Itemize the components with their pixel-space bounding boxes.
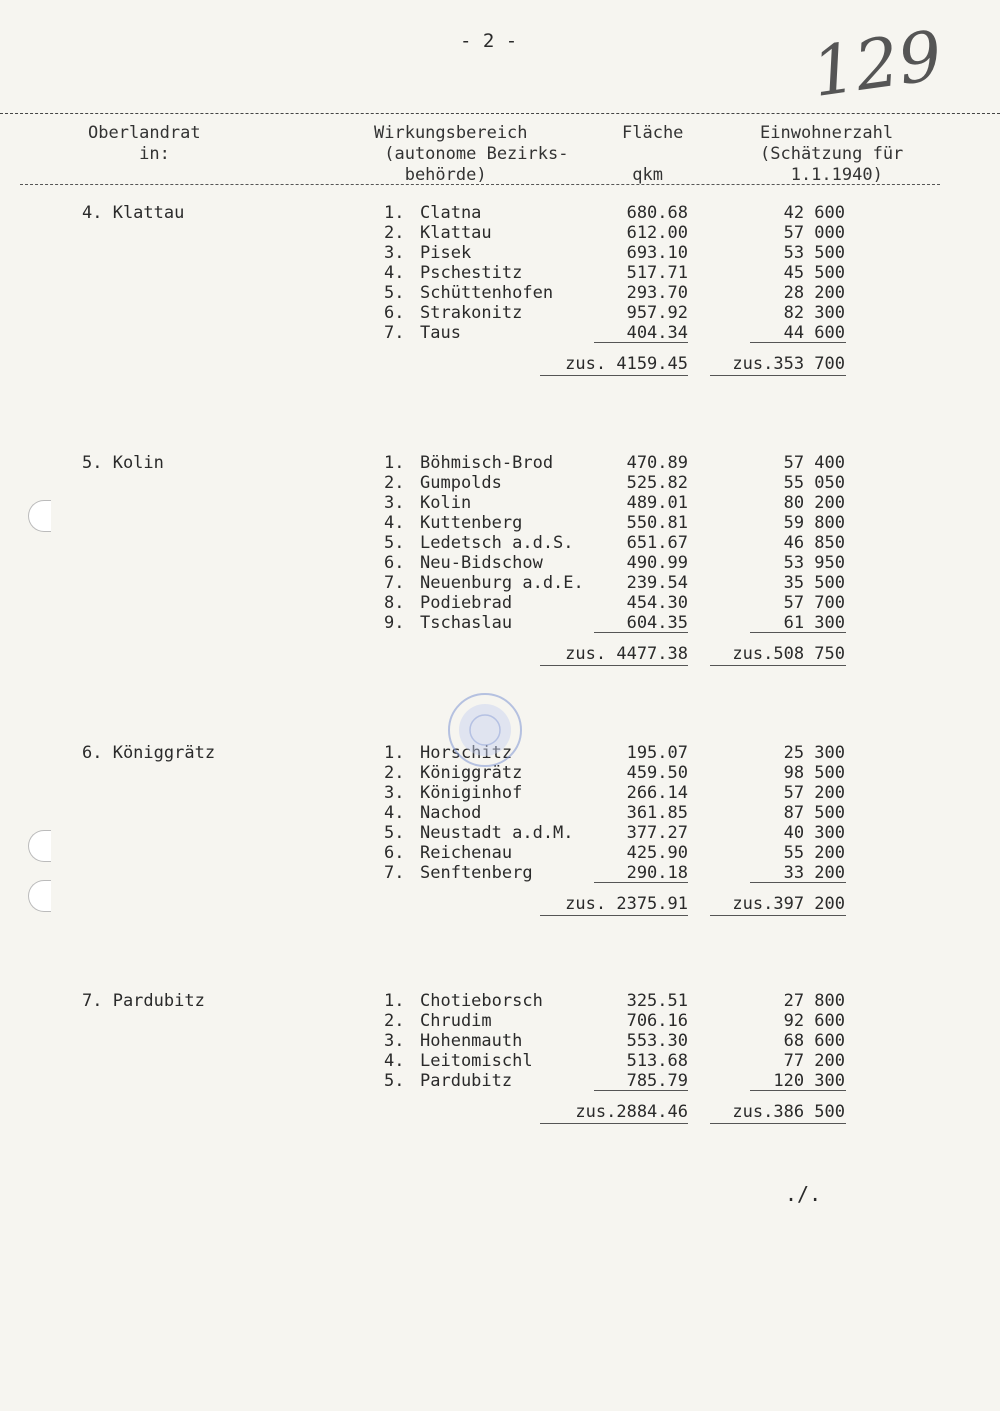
district-name: Podiebrad [420, 593, 513, 613]
row-number: 7. [384, 573, 405, 593]
header-wirkungsbereich: Wirkungsbereich (autonome Bezirks- behörde) [374, 123, 569, 185]
area-value: 239.54 [626, 573, 688, 593]
population-value: 82 300 [783, 303, 845, 323]
district-name: Pisek [420, 243, 472, 263]
table-row [0, 493, 1000, 513]
area-value: 361.85 [626, 803, 688, 823]
district-name: Pschestitz [420, 263, 523, 283]
total-area: zus. 2375.91 [565, 894, 688, 914]
row-number: 5. [384, 283, 405, 303]
section-total [0, 1102, 1000, 1124]
section-total [0, 354, 1000, 376]
row-number: 4. [384, 803, 405, 823]
archive-stamp [445, 690, 525, 770]
total-rule [710, 1123, 846, 1124]
section-title: 5. Kolin [82, 453, 164, 473]
district-name: Senftenberg [420, 863, 533, 883]
row-number: 7. [384, 323, 405, 343]
subtotal-rule [594, 882, 688, 883]
row-number: 4. [384, 263, 405, 283]
section-title: 7. Pardubitz [82, 991, 205, 1011]
folio-number [807, 16, 947, 113]
area-value: 604.35 [626, 613, 688, 633]
total-rule [540, 915, 688, 916]
district-name: Ledetsch a.d.S. [420, 533, 574, 553]
population-value: 77 200 [783, 1051, 845, 1071]
population-value: 57 400 [783, 453, 845, 473]
row-number: 8. [384, 593, 405, 613]
population-value: 28 200 [783, 283, 845, 303]
total-rule [710, 665, 846, 666]
total-population: zus.353 700 [732, 354, 845, 374]
area-value: 489.01 [626, 493, 688, 513]
district-name: Königgrätz [420, 763, 523, 783]
area-value: 266.14 [626, 783, 688, 803]
population-value: 25 300 [783, 743, 845, 763]
area-value: 612.00 [626, 223, 688, 243]
population-value: 59 800 [783, 513, 845, 533]
table-row [0, 1071, 1000, 1091]
row-number: 3. [384, 783, 405, 803]
row-number: 5. [384, 1071, 405, 1091]
area-value: 525.82 [626, 473, 688, 493]
area-value: 651.67 [626, 533, 688, 553]
table-row [0, 533, 1000, 553]
table-row [0, 203, 1000, 223]
total-population: zus.386 500 [732, 1102, 845, 1122]
area-value: 785.79 [626, 1071, 688, 1091]
table-row [0, 613, 1000, 633]
district-name: Clatna [420, 203, 482, 223]
population-value: 68 600 [783, 1031, 845, 1051]
row-number: 1. [384, 453, 405, 473]
table-row [0, 863, 1000, 883]
subtotal-rule [594, 632, 688, 633]
table-row [0, 513, 1000, 533]
table-row [0, 823, 1000, 843]
district-name: Böhmisch-Brod [420, 453, 554, 473]
district-name: Kuttenberg [420, 513, 523, 533]
table-row [0, 843, 1000, 863]
continuation-mark: ./. [785, 1182, 822, 1206]
population-value: 80 200 [783, 493, 845, 513]
district-name: Horschitz [420, 743, 513, 763]
section-total [0, 644, 1000, 666]
table-row [0, 593, 1000, 613]
district-name: Kolin [420, 493, 472, 513]
svg-text:129: 129 [807, 16, 947, 113]
district-name: Pardubitz [420, 1071, 513, 1091]
district-name: Taus [420, 323, 461, 343]
subtotal-rule [594, 1090, 688, 1091]
total-rule [710, 915, 846, 916]
population-value: 55 200 [783, 843, 845, 863]
district-name: Strakonitz [420, 303, 523, 323]
population-value: 53 950 [783, 553, 845, 573]
row-number: 6. [384, 303, 405, 323]
population-value: 53 500 [783, 243, 845, 263]
population-value: 120 300 [773, 1071, 845, 1091]
population-value: 40 300 [783, 823, 845, 843]
district-name: Chrudim [420, 1011, 492, 1031]
table-row [0, 553, 1000, 573]
subtotal-rule [750, 342, 846, 343]
population-value: 98 500 [783, 763, 845, 783]
header-bottom-rule [20, 184, 940, 185]
section-total [0, 894, 1000, 916]
population-value: 57 000 [783, 223, 845, 243]
district-name: Neustadt a.d.M. [420, 823, 574, 843]
area-value: 693.10 [626, 243, 688, 263]
table-row [0, 573, 1000, 593]
subtotal-rule [750, 632, 846, 633]
row-number: 6. [384, 553, 405, 573]
table-row [0, 223, 1000, 243]
district-name: Neu-Bidschow [420, 553, 543, 573]
row-number: 2. [384, 1011, 405, 1031]
district-name: Chotieborsch [420, 991, 543, 1011]
area-value: 680.68 [626, 203, 688, 223]
population-value: 27 800 [783, 991, 845, 1011]
district-name: Nachod [420, 803, 482, 823]
population-value: 61 300 [783, 613, 845, 633]
page-number: - 2 - [460, 30, 518, 52]
total-rule [540, 665, 688, 666]
table-row [0, 803, 1000, 823]
district-name: Gumpolds [420, 473, 502, 493]
table-row [0, 1051, 1000, 1071]
population-value: 35 500 [783, 573, 845, 593]
table-row [0, 991, 1000, 1011]
total-population: zus.508 750 [732, 644, 845, 664]
header-einwohnerzahl: Einwohnerzahl (Schätzung für 1.1.1940) [760, 123, 904, 185]
total-population: zus.397 200 [732, 894, 845, 914]
table-row [0, 323, 1000, 343]
population-value: 46 850 [783, 533, 845, 553]
population-value: 44 600 [783, 323, 845, 343]
district-name: Hohenmauth [420, 1031, 523, 1051]
row-number: 2. [384, 763, 405, 783]
area-value: 325.51 [626, 991, 688, 1011]
row-number: 1. [384, 743, 405, 763]
row-number: 3. [384, 243, 405, 263]
district-name: Reichenau [420, 843, 513, 863]
row-number: 6. [384, 843, 405, 863]
row-number: 2. [384, 223, 405, 243]
population-value: 57 200 [783, 783, 845, 803]
row-number: 5. [384, 533, 405, 553]
area-value: 290.18 [626, 863, 688, 883]
table-row [0, 1011, 1000, 1031]
header-oberlandrat: Oberlandrat in: [88, 123, 201, 164]
area-value: 550.81 [626, 513, 688, 533]
header-top-rule [0, 113, 1000, 114]
subtotal-rule [750, 1090, 846, 1091]
area-value: 454.30 [626, 593, 688, 613]
total-area: zus.2884.46 [575, 1102, 688, 1122]
section-title: 6. Königgrätz [82, 743, 216, 763]
district-name: Leitomischl [420, 1051, 533, 1071]
table-row [0, 783, 1000, 803]
area-value: 513.68 [626, 1051, 688, 1071]
district-name: Klattau [420, 223, 492, 243]
total-rule [540, 375, 688, 376]
row-number: 1. [384, 991, 405, 1011]
total-area: zus. 4159.45 [565, 354, 688, 374]
population-value: 57 700 [783, 593, 845, 613]
population-value: 45 500 [783, 263, 845, 283]
subtotal-rule [594, 342, 688, 343]
area-value: 377.27 [626, 823, 688, 843]
table-row [0, 303, 1000, 323]
section-title: 4. Klattau [82, 203, 185, 223]
area-value: 404.34 [626, 323, 688, 343]
header-flaeche: Fläche qkm [622, 123, 684, 185]
row-number: 4. [384, 1051, 405, 1071]
area-value: 517.71 [626, 263, 688, 283]
population-value: 33 200 [783, 863, 845, 883]
population-value: 92 600 [783, 1011, 845, 1031]
row-number: 2. [384, 473, 405, 493]
area-value: 470.89 [626, 453, 688, 473]
area-value: 459.50 [626, 763, 688, 783]
area-value: 490.99 [626, 553, 688, 573]
row-number: 3. [384, 493, 405, 513]
row-number: 1. [384, 203, 405, 223]
area-value: 706.16 [626, 1011, 688, 1031]
area-value: 957.92 [626, 303, 688, 323]
area-value: 553.30 [626, 1031, 688, 1051]
population-value: 42 600 [783, 203, 845, 223]
district-name: Schüttenhofen [420, 283, 554, 303]
table-row [0, 263, 1000, 283]
table-row [0, 243, 1000, 263]
area-value: 293.70 [626, 283, 688, 303]
table-row [0, 453, 1000, 473]
row-number: 3. [384, 1031, 405, 1051]
district-name: Königinhof [420, 783, 523, 803]
row-number: 4. [384, 513, 405, 533]
district-name: Neuenburg a.d.E. [420, 573, 584, 593]
row-number: 7. [384, 863, 405, 883]
table-row [0, 283, 1000, 303]
row-number: 9. [384, 613, 405, 633]
district-name: Tschaslau [420, 613, 513, 633]
population-value: 87 500 [783, 803, 845, 823]
table-row [0, 1031, 1000, 1051]
area-value: 195.07 [626, 743, 688, 763]
population-value: 55 050 [783, 473, 845, 493]
subtotal-rule [750, 882, 846, 883]
total-rule [710, 375, 846, 376]
table-row [0, 473, 1000, 493]
total-area: zus. 4477.38 [565, 644, 688, 664]
area-value: 425.90 [626, 843, 688, 863]
row-number: 5. [384, 823, 405, 843]
total-rule [540, 1123, 688, 1124]
